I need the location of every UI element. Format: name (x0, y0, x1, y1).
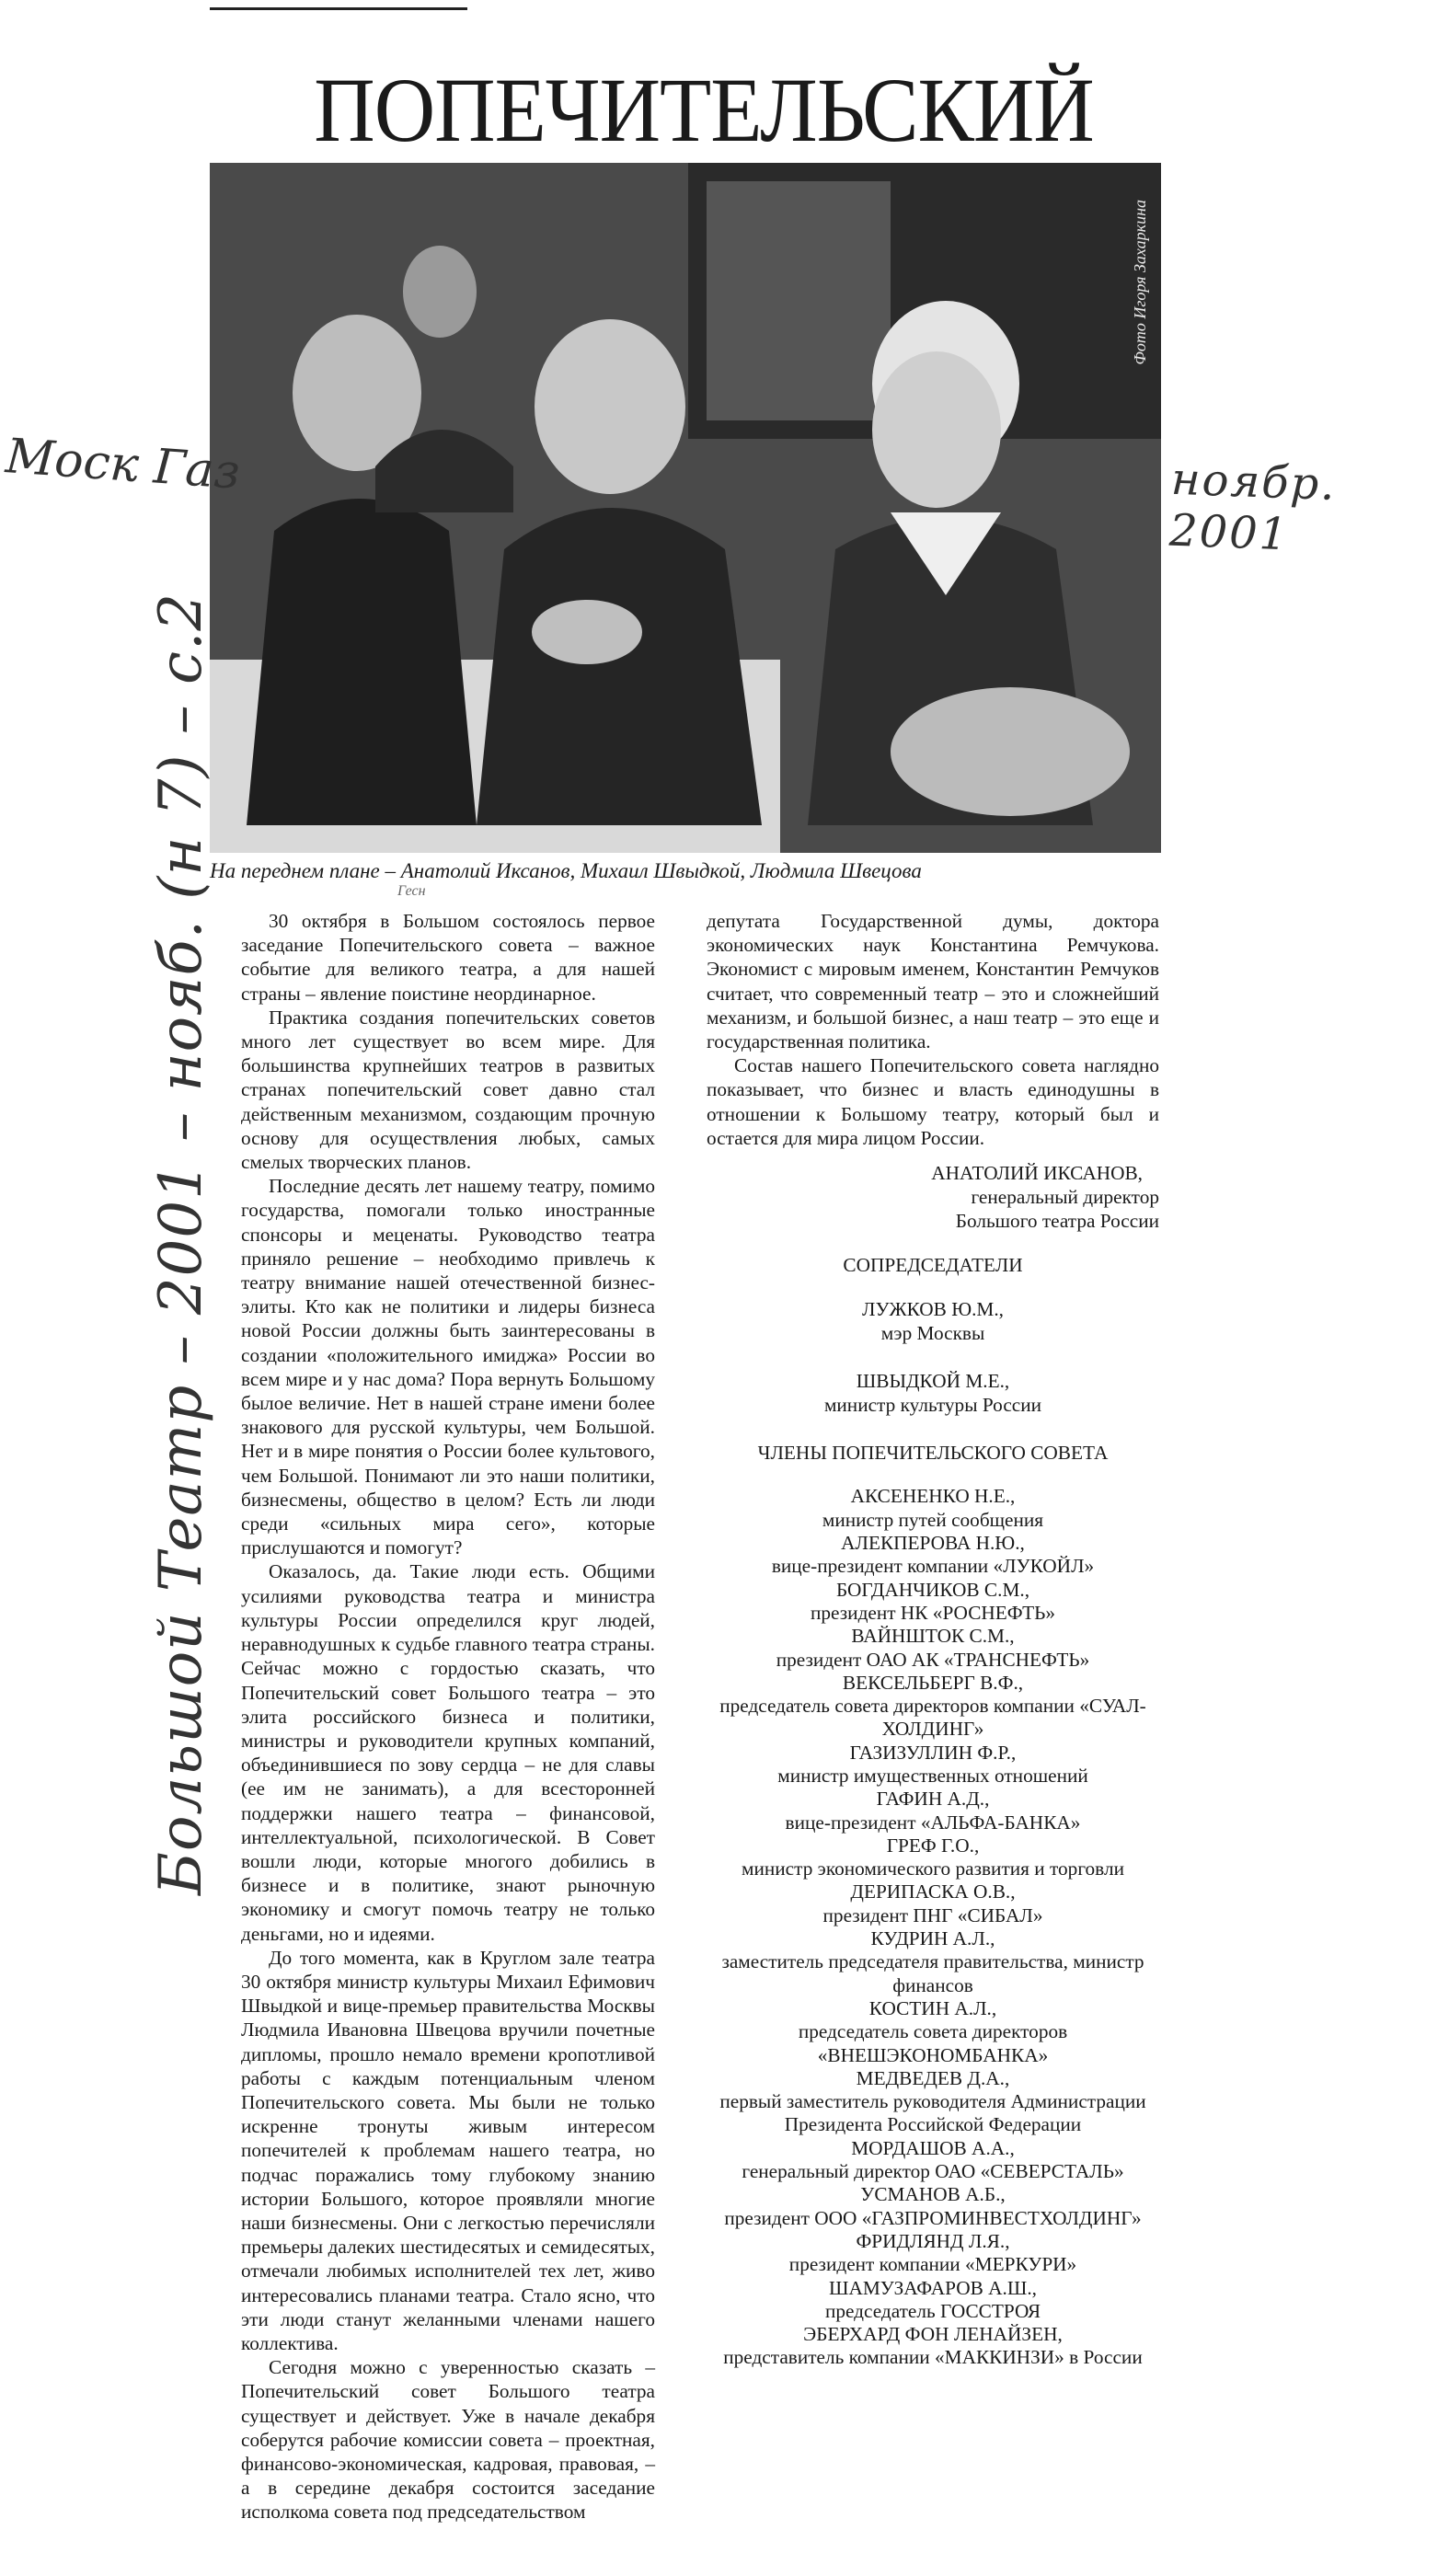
article-paragraph: Сегодня можно с уверенностью сказать – Попечительский совет Большого театра существует и действует. Уже в начале декабря соберутся рабочие комиссии совета – проектная, финансово-экономическая, кадровая, правовая, – а в середине декабря состоится заседание исполкома совета под председательством (241, 2356, 655, 2524)
member-role: генеральный директор ОАО «СЕВЕРСТАЛЬ» (742, 2160, 1124, 2183)
member-item (707, 2323, 1159, 2370)
member-role: первый заместитель руководителя Администрации Президента Российской Федерации (719, 2090, 1146, 2136)
member-name: МЕДВЕДЕВ Д.А., (856, 2066, 1010, 2089)
member-name: ГАЗИЗУЛЛИН Ф.Р., (849, 1741, 1017, 1764)
cochair-role: мэр Москвы (880, 1322, 985, 1345)
member-role: председатель совета директоров «ВНЕШЭКОНОМБАНКА» (798, 2020, 1068, 2066)
member-item (707, 2277, 1159, 2324)
member-item (707, 1579, 1159, 1626)
member-name: БОГДАНЧИКОВ С.М., (835, 1578, 1030, 1601)
headline-line-1: ПОПЕЧИТЕЛЬСКИЙ (314, 58, 1094, 161)
member-name: АКСЕНЕНКО Н.Е., (850, 1485, 1016, 1508)
member-name: ГАФИН А.Д., (876, 1788, 990, 1811)
member-name: ВАЙНШТОК С.М., (851, 1625, 1015, 1648)
article-paragraph: Последние десять лет нашему театру, помимо государства, помогали только иностранные спонсоры и меценаты. Руководство театра приняло решение – необходимо привлечь к театру внимание нашей отечественной бизнес-элиты. Кто как не политики и лидеры бизнеса новой России должны быть заинтересованы в создании «положительного имиджа» России во всем мире и у нас дома? Пора вернуть Большому былое величие. Нет в нашей стране имени более знакового для русской культуры, чем Большой. Нет и в мире понятия о России более культового, чем Большой. Понимают ли это наши политики, бизнесмены, общество в целом? Есть ли люди среди «сильных мира сего», которые прислушаются и помогут? (241, 1175, 655, 1559)
member-role: председатель ГОССТРОЯ (824, 2299, 1041, 2322)
member-role: министр путей сообщения (822, 1508, 1044, 1531)
photo-caption: На переднем плане – Анатолий Иксанов, Михаил Швыдкой, Людмила Швецова (210, 859, 922, 882)
cochair-item (707, 1297, 1159, 1345)
handwritten-small-note: Гесн (397, 883, 426, 899)
article-paragraph: Практика создания попечительских советов много лет существует во всем мире. Для большинства крупнейших театров в развитых странах попечительский совет давно стал действенным механизмом, создающим прочную основу для осуществления любых, самых смелых творческих планов. (241, 1006, 655, 1174)
member-name: ДЕРИПАСКА О.В., (850, 1880, 1016, 1903)
member-role: президент ОАО АК «ТРАНСНЕФТЬ» (776, 1648, 1090, 1671)
cochair-name: ШВЫДКОЙ М.Е., (856, 1370, 1010, 1393)
member-role: заместитель председателя правительства, министр финансов (721, 1950, 1144, 1996)
signature-name: АНАТОЛИЙ ИКСАНОВ, (931, 1162, 1143, 1185)
member-name: ФРИДЛЯНД Л.Я., (856, 2229, 1010, 2252)
cochairs-heading: СОПРЕДСЕДАТЕЛИ (843, 1254, 1023, 1277)
member-item (707, 2067, 1159, 2137)
cochair-name: ЛУЖКОВ Ю.М., (862, 1298, 1004, 1321)
member-name: ГРЕФ Г.О., (886, 1834, 980, 1857)
member-name: КУДРИН А.Л., (870, 1927, 995, 1950)
news-photo (210, 163, 1161, 853)
photo-illustration (210, 163, 1161, 853)
signature (707, 1161, 1159, 1233)
member-role: президент ООО «ГАЗПРОМИНВЕСТХОЛДИНГ» (724, 2206, 1142, 2229)
handwritten-left-note: Моск Газ (4, 429, 242, 500)
member-item (707, 2230, 1159, 2277)
member-role: председатель совета директоров компании «СУАЛ-ХОЛДИНГ» (719, 1695, 1146, 1741)
member-role: представитель компании «МАККИНЗИ» в России (723, 2346, 1143, 2369)
article-paragraph: депутата Государственной думы, доктора экономических наук Константина Ремчукова. Экономист с мировым именем, Константин Ремчуков считает, что современный театр – это и сложнейший механизм, и большой бизнес, а наш театр – это еще и государственная политика. (707, 910, 1159, 1053)
headline-rule (210, 7, 467, 10)
handwritten-right-note: ноябр. 2001 (1168, 453, 1338, 561)
member-name: ВЕКСЕЛЬБЕРГ В.Ф., (842, 1671, 1024, 1694)
member-name: ЭБЕРХАРД ФОН ЛЕНАЙЗЕН, (803, 2323, 1063, 2346)
signature-title-1: генеральный директор (971, 1186, 1159, 1209)
signature-title-2: Большого театра России (955, 1210, 1159, 1233)
member-name: УСМАНОВ А.Б., (860, 2183, 1006, 2206)
article-paragraph: До того момента, как в Круглом зале театра 30 октября министр культуры Михаил Ефимович Швыдкой и вице-премьер правительства Москвы Людмила Ивановна Швецова вручили почетные дипломы, прошло немало времени кропотливой работы с каждым потенциальным членом Попечительского совета. Мы были не только искренне тронуты живым интересом попечителей к проблемам нашего театра, но подчас поражались тому глубокому знанию истории Большого, которое проявляли многие наши бизнесмены. Они с легкостью перечисляли премьеры далеких шестидесятых и семидесятых, отмечали любимых исполнителей тех лет, живо интересовались планами театра. Стало ясно, что эти люди станут желанными членами нашего коллектива. (241, 1946, 655, 2354)
member-role: президент ПНГ «СИБАЛ» (822, 1903, 1043, 1926)
member-item (707, 1625, 1159, 1672)
article-column-left (241, 909, 655, 2524)
member-item (707, 2183, 1159, 2230)
member-item (707, 1742, 1159, 1788)
member-item (707, 2137, 1159, 2184)
member-name: ШАМУЗАФАРОВ А.Ш., (828, 2276, 1038, 2299)
member-role: вице-президент «АЛЬФА-БАНКА» (785, 1811, 1081, 1834)
member-item (707, 1927, 1159, 1997)
member-name: КОСТИН А.Л., (868, 1996, 997, 2019)
handwritten-vertical-note: Большой Театр – 2001 – нояб. (н 7) – с.2 (147, 592, 215, 1895)
member-role: вице-президент компании «ЛУКОЙЛ» (771, 1555, 1095, 1578)
member-role: министр имущественных отношений (777, 1765, 1088, 1787)
article-column-right (707, 909, 1159, 2370)
member-name: АЛЕКПЕРОВА Н.Ю., (841, 1532, 1025, 1555)
member-item (707, 1672, 1159, 1742)
members-heading: ЧЛЕНЫ ПОПЕЧИТЕЛЬСКОГО СОВЕТА (757, 1442, 1109, 1465)
member-item (707, 1997, 1159, 2067)
member-item (707, 1788, 1159, 1834)
member-role: президент НК «РОСНЕФТЬ» (811, 1601, 1055, 1624)
member-item (707, 1532, 1159, 1579)
cochair-item (707, 1369, 1159, 1417)
member-item (707, 1485, 1159, 1532)
article-paragraph: Оказалось, да. Такие люди есть. Общими усилиями руководства театра и министра культуры России определился круг людей, неравнодушных к судьбе главного театра страны. Сейчас можно с гордостью сказать, что Попечительский совет Большого театра – это элита российского бизнеса и политики, министры и руководители крупных компаний, объединившиеся по зову сердца – не для славы (ее им не занимать), а для всесторонней поддержки нашего театра – финансовой, интеллектуальной, психологической. В Совет вошли люди, которые многого добились в бизнесе и в политике, знают рыночную экономику и смогут помочь театру не только деньгами, но и идеями. (241, 1560, 655, 1945)
member-role: президент компании «МЕРКУРИ» (788, 2253, 1077, 2276)
article-paragraph: 30 октября в Большом состоялось первое заседание Попечительского совета – важное событие для великого театра, а для нашей страны – явление поистине неординарное. (241, 910, 655, 1005)
member-name: МОРДАШОВ А.А., (851, 2136, 1015, 2159)
member-item (707, 1880, 1159, 1927)
member-role: министр экономического развития и торговли (742, 1857, 1124, 1880)
cochair-role: министр культуры России (823, 1394, 1042, 1417)
member-item (707, 1834, 1159, 1881)
photo-credit: Фото Игоря Захаркина (1131, 200, 1149, 365)
article-paragraph: Состав нашего Попечительского совета наглядно показывает, что бизнес и власть единодушны в отношении к Большому театру, который был и остается для мира лицом России. (707, 1054, 1159, 1149)
